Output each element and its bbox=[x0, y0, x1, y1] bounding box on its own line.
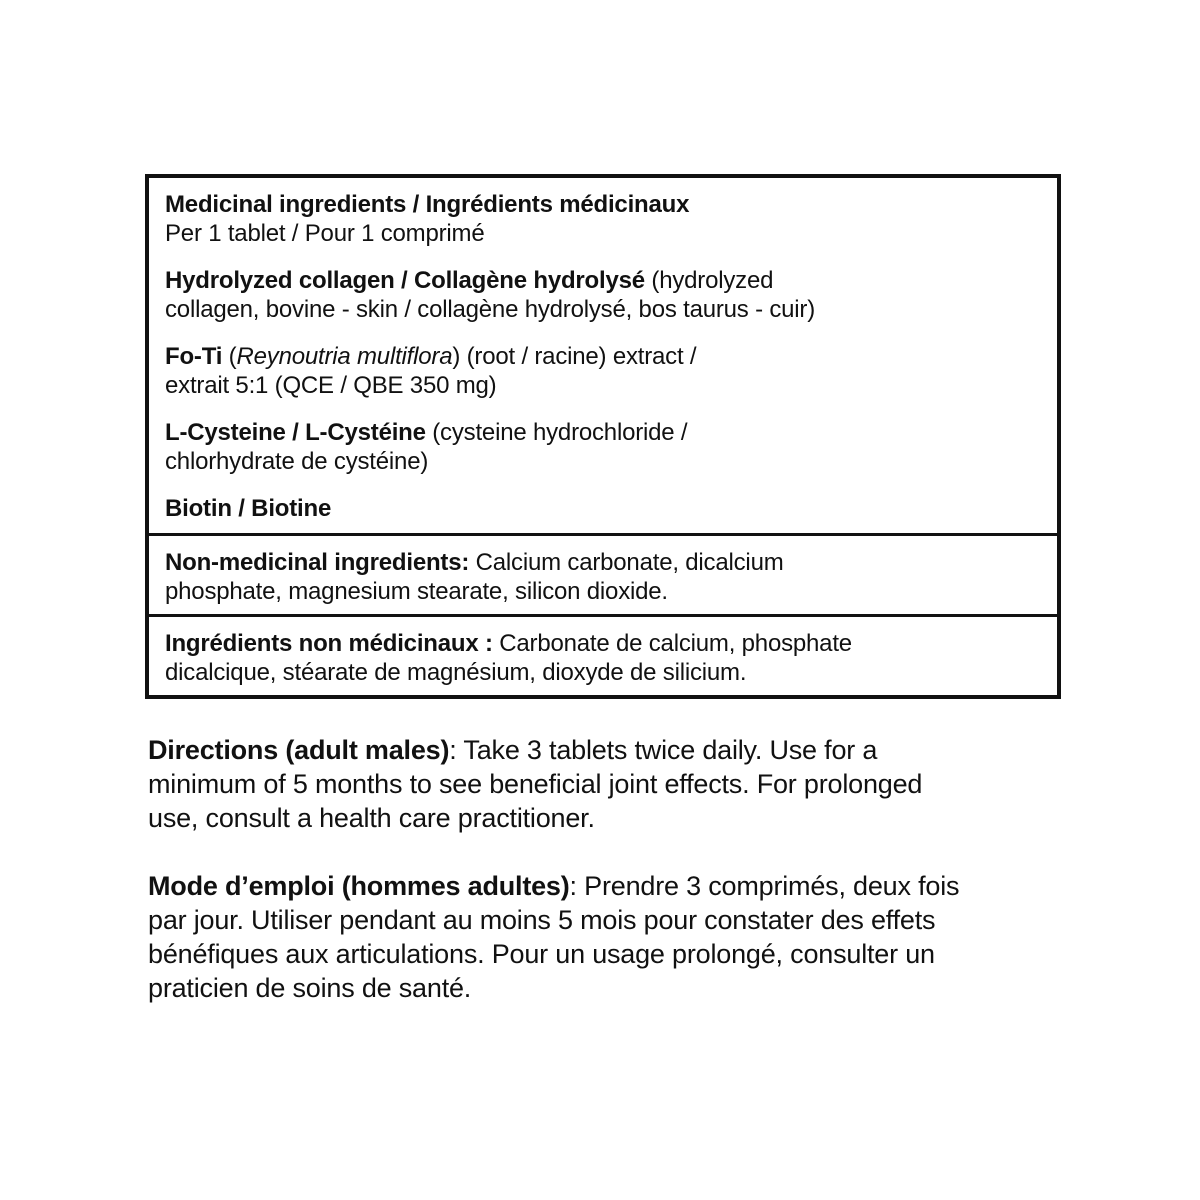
non-medicinal-en-label: Non-medicinal ingredients: bbox=[165, 549, 470, 576]
collagen-detail-2: collagen, bovine - skin / collagène hydrolysé, bos taurus - cuir) bbox=[165, 296, 816, 323]
non-medicinal-fr-label: Ingrédients non médicinaux : bbox=[165, 630, 493, 657]
directions-en-line-2: minimum of 5 months to see beneficial joint effects. For prolonged bbox=[148, 769, 923, 799]
medicinal-header bbox=[165, 190, 1041, 248]
non-medicinal-en-section bbox=[149, 533, 1057, 614]
foti-detail-2: extrait 5:1 (QCE / QBE 350 mg) bbox=[165, 372, 497, 399]
directions-en-line-3: use, consult a health care practitioner. bbox=[148, 803, 595, 833]
medicinal-heading: Medicinal ingredients / Ingrédients médicinaux bbox=[165, 191, 690, 218]
directions-en-line-1: : Take 3 tablets twice daily. Use for a bbox=[449, 735, 878, 765]
non-medicinal-fr-section bbox=[149, 614, 1057, 695]
non-medicinal-fr-text-1: Carbonate de calcium, phosphate bbox=[492, 630, 852, 657]
ingredients-box bbox=[145, 174, 1061, 699]
medicinal-ingredients-section bbox=[149, 178, 1057, 533]
foti-detail-1: ) (root / racine) extract / bbox=[452, 343, 697, 370]
directions-en-label: Directions (adult males) bbox=[148, 735, 450, 765]
collagen-name: Hydrolyzed collagen / Collagène hydrolysé bbox=[165, 267, 645, 294]
directions-section bbox=[148, 733, 1028, 1039]
directions-fr-line-1: : Prendre 3 comprimés, deux fois bbox=[569, 871, 960, 901]
per-serving: Per 1 tablet / Pour 1 comprimé bbox=[165, 220, 485, 247]
non-medicinal-fr-text-2: dicalcique, stéarate de magnésium, dioxyde de silicium. bbox=[165, 659, 747, 686]
cysteine-name: L-Cysteine / L-Cystéine bbox=[165, 419, 426, 446]
non-medicinal-en-text-2: phosphate, magnesium stearate, silicon dioxide. bbox=[165, 578, 668, 605]
foti-paren: ( bbox=[222, 343, 237, 370]
ingredient-cysteine bbox=[165, 418, 1041, 476]
directions-fr-label: Mode d’emploi (hommes adultes) bbox=[148, 871, 570, 901]
biotin-name: Biotin / Biotine bbox=[165, 495, 332, 522]
directions-fr-line-2: par jour. Utiliser pendant au moins 5 mois pour constater des effets bbox=[148, 905, 936, 935]
cysteine-detail-1: (cysteine hydrochloride / bbox=[425, 419, 688, 446]
ingredient-foti bbox=[165, 342, 1041, 400]
foti-latin-name: Reynoutria multiflora bbox=[236, 343, 453, 370]
directions-fr-line-3: bénéfiques aux articulations. Pour un usage prolongé, consulter un bbox=[148, 939, 935, 969]
directions-fr bbox=[148, 869, 1028, 1005]
cysteine-detail-2: chlorhydrate de cystéine) bbox=[165, 448, 429, 475]
collagen-detail-1: (hydrolyzed bbox=[644, 267, 774, 294]
ingredient-biotin bbox=[165, 494, 1041, 523]
directions-fr-line-4: praticien de soins de santé. bbox=[148, 973, 472, 1003]
ingredient-collagen bbox=[165, 266, 1041, 324]
foti-name: Fo-Ti bbox=[165, 343, 223, 370]
directions-en bbox=[148, 733, 1028, 835]
non-medicinal-en-text-1: Calcium carbonate, dicalcium bbox=[469, 549, 784, 576]
